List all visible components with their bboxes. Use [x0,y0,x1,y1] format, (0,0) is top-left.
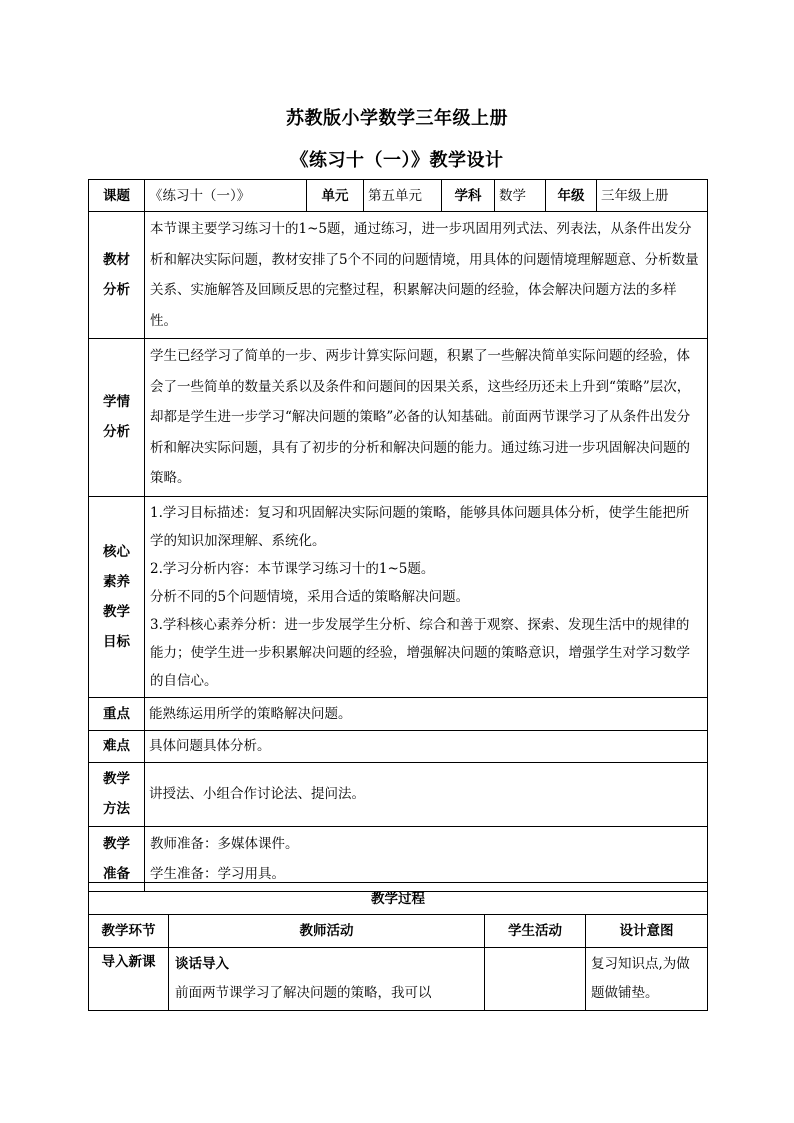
stage-cell: 导入新课 [89,948,169,1011]
teacher-activity-text: 前面两节课学习了解决问题的策略，我可以 [175,985,432,1001]
methods-text: 讲授法、小组合作讨论法、提问法。 [145,762,708,826]
core-label-4: 目标 [103,633,130,650]
core-goals-label [89,496,145,697]
methods-label-1: 教学 [103,771,130,787]
unit-label: 单元 [307,180,364,212]
unit-value: 第五单元 [364,180,442,212]
topic-value: 《练习十（一）》 [145,180,307,212]
core-goals-text [145,496,708,697]
intent-cell: 复习知识点,为做题做铺垫。 [586,948,708,1011]
subject-value: 数学 [495,180,546,212]
material-analysis-label [89,212,145,339]
material-label-1: 教材 [103,252,130,268]
core-goals-row [89,496,708,697]
process-heading-row [89,883,708,915]
material-analysis-row [89,212,708,339]
methods-label-2: 方法 [103,801,130,817]
difficulty-text: 具体问题具体分析。 [145,730,708,762]
core-goal-3: 3.学科核心素养分析：进一步发展学生分析、综合和善于观察、探索、发现生活中的规律的能力；使学生进一步积累解决问题的经验，增强解决问题的策略意识，增强学生对学习数学的自信心。 [150,616,690,689]
table-row [89,948,708,1011]
col-stage: 教学环节 [89,915,169,948]
grade-value: 三年级上册 [597,180,708,212]
student-analysis-label [89,339,145,497]
difficulty-label: 难点 [89,730,145,762]
key-point-text: 能熟练运用所学的策略解决问题。 [145,697,708,730]
core-goal-2b: 分析不同的5个问题情境，采用合适的策略解决问题。 [150,588,470,605]
teacher-activity-cell [169,948,485,1011]
process-table [88,882,708,1011]
material-label-2: 分析 [103,282,130,298]
document-subtitle: 《练习十（一）》教学设计 [290,150,504,171]
col-teacher: 教师活动 [169,915,485,948]
subject-label: 学科 [442,180,495,212]
process-header-row [89,915,708,948]
prep-label-2: 准备 [103,865,130,882]
student-analysis-row [89,339,708,497]
key-point-label: 重点 [89,697,145,730]
teacher-activity-title: 谈话导入 [175,956,229,972]
student-activity-cell [485,948,586,1011]
difficulty-row [89,730,708,762]
process-heading: 教学过程 [89,883,708,915]
core-goal-2: 2.学习分析内容：本节课学习练习十的1~5题。 [150,560,435,577]
student-label-1: 学情 [103,394,130,411]
lesson-info-table [88,179,708,892]
grade-label: 年级 [546,180,597,212]
col-intent: 设计意图 [586,915,708,948]
student-label-2: 分析 [103,424,130,441]
key-point-row [89,697,708,730]
core-label-1: 核心 [103,543,130,560]
topic-label: 课题 [89,180,145,212]
student-prep: 学生准备：学习用具。 [150,865,285,882]
col-student: 学生活动 [485,915,586,948]
core-goal-1: 1.学习目标描述：复习和巩固解决实际问题的策略，能够具体问题具体分析，使学生能把所学的知识加深理解、系统化。 [150,504,690,549]
info-row [89,180,708,212]
student-analysis-text: 学生已经学习了简单的一步、两步计算实际问题，积累了一些解决简单实际问题的经验，体会了一些简单的数量关系以及条件和问题间的因果关系，这些经历还未上升到“策略”层次，却都是学生进一步学习“解决问题的策略”必备的认知基础。前面两节课学习了从条件出发分析和解决实际问题，具有了初步的分析和解决问题的能力。通过练习进一步巩固解决问题的策略。 [145,339,708,497]
core-label-3: 教学 [103,603,130,620]
material-analysis-text: 本节课主要学习练习十的1~5题，通过练习，进一步巩固用列式法、列表法，从条件出发分析和解决实际问题，教材安排了5个不同的问题情境，用具体的问题情境理解题意、分析数量关系、实施解答及回顾反思的完整过程，积累解决问题的经验，体会解决问题方法的多样性。 [145,212,708,339]
document-title: 苏教版小学数学三年级上册 [286,108,508,129]
core-label-2: 素养 [103,573,130,590]
methods-label [89,762,145,826]
methods-row [89,762,708,826]
teacher-prep: 教师准备：多媒体课件。 [150,835,299,852]
prep-label-1: 教学 [103,835,130,852]
